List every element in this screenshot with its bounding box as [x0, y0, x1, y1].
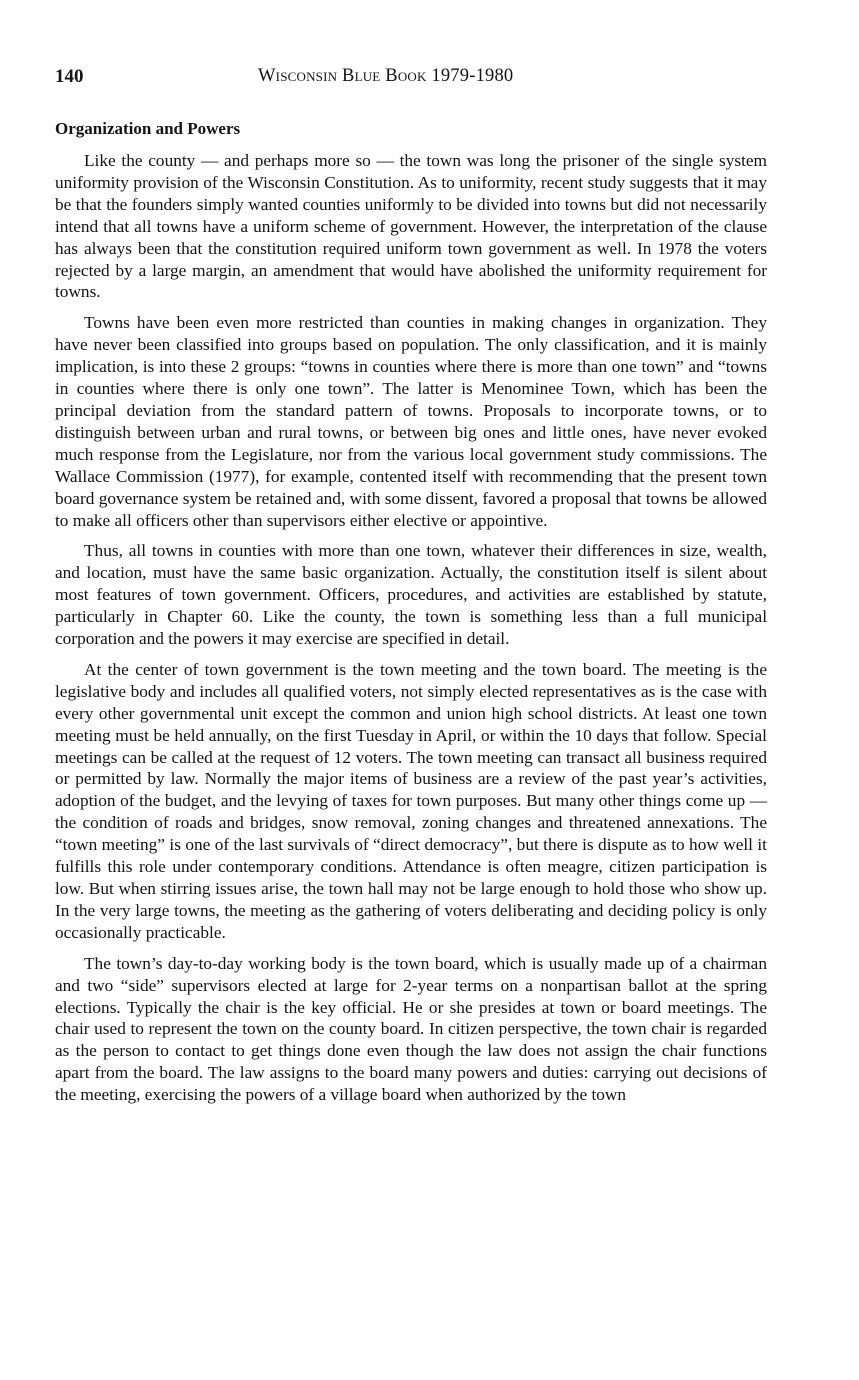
page-number: 140 [55, 66, 84, 87]
paragraph-classification: Towns have been even more restricted than counties in making changes in organization. They have never been classified into groups based on population. The only classification, and it is mainly implication, is into these 2 groups: “towns in counties where there is more than one town” and “towns in counties where there is only one town”. The latter is Menominee Town, which has been the principal deviation from the standard pattern of towns. Proposals to incorporate towns, or to distinguish between urban and rural towns, or between big ones and little ones, have never evoked much response from the Legislature, nor from the various local government study commissions. The Wallace Commission (1977), for example, contented itself with recommending that the present town board governance system be retained and, with some dissent, favored a proposal that towns be allowed to make all officers other than supervisors either elective or appointive. [55, 313, 767, 530]
paragraph-town-meeting: At the center of town government is the town meeting and the town board. The meeting is the legislative body and includes all qualified voters, not simply elected representatives as is the case with every other governmental unit except the common and union high school districts. At least one town meeting must be held annually, on the first Tuesday in April, or within the 10 days that follow. Special meetings can be called at the request of 12 voters. The town meeting can transact all business required or permitted by law. Normally the major items of business are a review of the past year’s activities, adoption of the budget, and the levying of taxes for town purposes. But many other things come up — the condition of roads and bridges, snow removal, zoning changes and threatened annexations. The “town meeting” is one of the last survivals of “direct democracy”, but there is dispute as to how well it fulfills this role under contemporary conditions. Attendance is often meagre, citizen participation is low. But when stirring issues arise, the town hall may not be large enough to hold those who show up. In the very large towns, the meeting as the gathering of voters deliberating and deciding policy is only occasionally practicable. [55, 659, 767, 942]
book-title: Wisconsin Blue Book 1979-1980 [258, 66, 514, 86]
paragraph-town-board: The town’s day-to-day working body is the town board, which is usually made up of a chairman and two “side” supervisors elected at large for 2-year terms on a nonpartisan ballot at the spring elections. Typically the chair is the key official. He or she presides at town or board meetings. The chair used to represent the town on the county board. In citizen perspective, the town chair is regarded as the person to contact to get things done even though the law does not assign the chair functions apart from the board. The law assigns to the board many powers and duties: carrying out decisions of the meeting, exercising the powers of a village board when authorized by the town [55, 953, 767, 1105]
book-page [55, 66, 767, 1106]
running-head [55, 66, 767, 96]
paragraph-uniformity: Like the county — and perhaps more so — the town was long the prisoner of the single system uniformity provision of the Wisconsin Constitution. As to uniformity, recent study suggests that it may be that the founders simply wanted counties uniformly to be divided into towns but did not necessarily intend that all towns have a uniform scheme of government. However, the interpretation of the clause has always been that the constitution required uniform town government as well. In 1978 the voters rejected by a large margin, an amendment that would have abolished the uniformity requirement for towns. [55, 151, 767, 302]
section-heading: Organization and Powers [55, 119, 241, 138]
paragraph-basic-organization: Thus, all towns in counties with more than one town, whatever their differences in size, wealth, and location, must have the same basic organization. Actually, the constitution itself is silent about most features of town government. Officers, procedures, and activities are established by statute, particularly in Chapter 60. Like the county, the town is something less than a full municipal corporation and the powers it may exercise are specified in detail. [55, 541, 767, 649]
